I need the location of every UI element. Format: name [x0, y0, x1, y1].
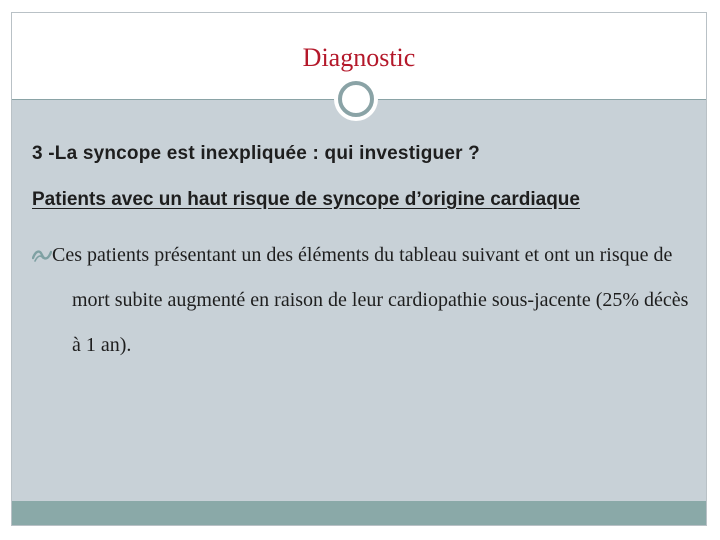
footer-bar — [12, 501, 706, 525]
section-heading: Patients avec un haut risque de syncope d’origine cardiaque — [32, 189, 580, 210]
slide-frame — [11, 12, 707, 526]
bullet-text: Ces patients présentant un des éléments du tableau suivant et ont un risque de mort subite augmenté en raison de leur cardiopathie sous-jacente (25% décès à 1 an). — [52, 244, 689, 356]
ring-ornament-icon — [338, 81, 374, 117]
slide-subtitle: 3 -La syncope est inexpliquée : qui investiguer ? — [32, 143, 480, 164]
wave-bullet-icon — [32, 246, 52, 264]
bullet-item — [32, 233, 692, 368]
slide-title: Diagnostic — [302, 43, 416, 72]
